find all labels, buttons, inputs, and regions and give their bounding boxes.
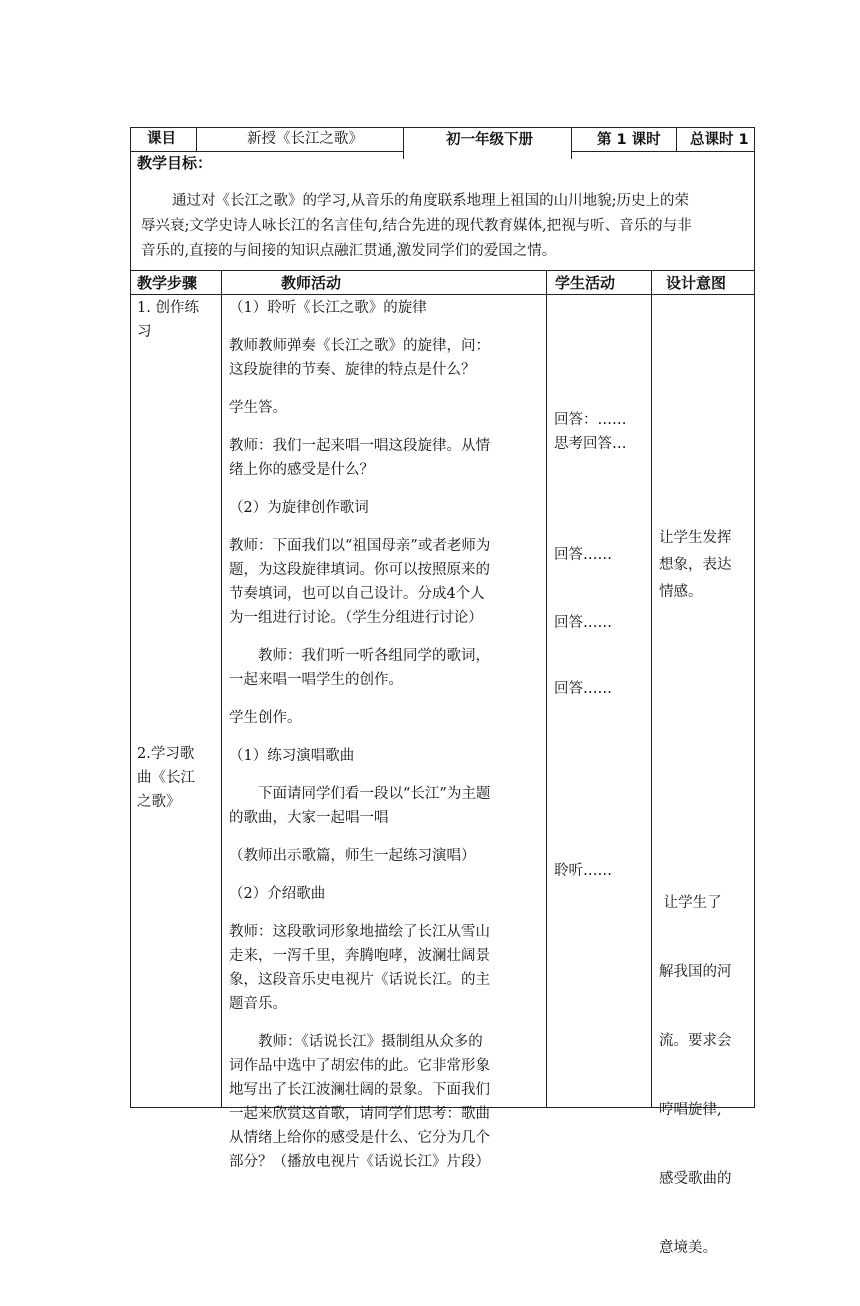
student-answer-1 (554, 408, 649, 456)
step-2-line: 2.学习歌 (137, 746, 195, 762)
lesson-label: 第 1 课时 (597, 132, 661, 148)
step-1-label (137, 296, 219, 344)
design-line: 哼唱旋律, (659, 1102, 722, 1118)
teacher-paragraph: 学生创作。 (229, 710, 302, 726)
design-line: 让学生发挥 (659, 530, 732, 546)
header-divider-4 (676, 127, 677, 151)
student-answer-4: 回答…… (554, 681, 612, 697)
column-header-student: 学生活动 (555, 274, 616, 292)
subject-label: 课目 (147, 131, 176, 147)
design-line: 意境美。 (659, 1240, 717, 1256)
step-2-line: 之歌》 (137, 794, 181, 810)
teacher-paragraph: 下面请同学们看一段以“长江”为主题 的歌曲，大家一起唱一唱 (229, 786, 491, 826)
header-divider-2 (403, 127, 404, 159)
subject-value: 新授《长江之歌》 (247, 131, 363, 147)
teacher-column-divider (546, 270, 547, 1108)
design-line: 情感。 (659, 584, 703, 600)
design-line: 让学生了 (659, 895, 722, 911)
design-line: 想象，表达 (659, 557, 732, 573)
design-intent-1 (659, 525, 752, 606)
objectives-title: 教学目标： (137, 154, 213, 172)
header-divider-3 (571, 127, 572, 159)
student-listen: 聆听…… (554, 863, 612, 879)
student-column-divider (651, 270, 652, 1108)
step-2-line: 曲《长江 (137, 770, 195, 786)
student-answer-line: 回答：…… (554, 412, 627, 428)
teacher-paragraph: 教师教师弹奏《长江之歌》的旋律，问： 这段旋律的节奏、旋律的特点是什么？ (229, 338, 490, 378)
teacher-paragraph: 教师：下面我们以“祖国母亲”或者老师为 题，为这段旋律填词。你可以按照原来的 节奏填词，也可以自己设计。分成4个人 为一组进行讨论。（学生分组进行讨论） (229, 538, 491, 626)
column-header-steps: 教学步骤 (137, 274, 198, 292)
teacher-paragraph: （1）练习演唱歌曲 (229, 748, 355, 764)
table-border-right (754, 127, 755, 1108)
grade-label: 初一年级下册 (446, 132, 533, 148)
steps-column-divider (221, 270, 222, 1108)
table-border-top (130, 127, 755, 128)
total-lessons-label: 总课时 1 (690, 132, 749, 148)
header-divider-1 (196, 127, 197, 151)
column-header-design: 设计意图 (666, 274, 727, 292)
step-1-line: 习 (137, 324, 152, 340)
step-1-line: 1. 创作练 (137, 300, 199, 316)
teacher-paragraph: 学生答。 (229, 400, 287, 416)
teacher-paragraph: （教师出示歌篇，师生一起练习演唱） (229, 848, 476, 864)
column-header-teacher: 教师活动 (281, 274, 342, 292)
objectives-line-3: 音乐的,直接的与间接的知识点融汇贯通,激发同学们的爱国之情。 (141, 243, 557, 259)
step-2-label (137, 742, 219, 814)
design-intent-2 (659, 846, 752, 1306)
teacher-paragraph: （2）介绍歌曲 (229, 886, 326, 902)
design-line: 感受歌曲的 (659, 1171, 732, 1187)
design-line: 流。要求会 (659, 1033, 732, 1049)
student-answer-3: 回答…… (554, 615, 612, 631)
student-answer-2: 回答…… (554, 547, 612, 563)
teacher-paragraph: 教师：《话说长江》摄制组从众多的 词作品中选中了胡宏伟的此。它非常形象 地写出了长江波澜壮阔的景象。下面我们 一起来欣赏这首歌，请同学们思考：歌曲 从情绪上给你的感受是什么、它分为几个 部分？（播放电视片《话说长江》片段） (229, 1034, 490, 1170)
objectives-bottom-rule (130, 270, 755, 271)
teacher-paragraph: 教师：这段歌词形象地描绘了长江从雪山 走来，一泻千里，奔腾咆哮，波澜壮阔景 象，这段音乐史电视片《话说长江。的主 题音乐。 (229, 924, 490, 1012)
teacher-activity (229, 296, 544, 1188)
objectives-line-2: 辱兴衰;文学史诗人咏长江的名言佳句,结合先进的现代教育媒体,把视与听、音乐的与非 (141, 218, 692, 234)
teacher-paragraph: 教师：我们一起来唱一唱这段旋律。从情 绪上你的感受是什么？ (229, 438, 490, 478)
table-border-left (130, 127, 131, 1108)
column-header-bottom-rule (130, 294, 755, 295)
teacher-paragraph: （1）聆听《长江之歌》的旋律 (229, 300, 427, 316)
design-line: 解我国的河 (659, 964, 732, 980)
objectives-line-1: 通过对《长江之歌》的学习,从音乐的角度联系地理上祖国的山川地貌;历史上的荣 (172, 193, 689, 209)
teacher-paragraph: （2）为旋律创作歌词 (229, 500, 369, 516)
teacher-paragraph: 教师：我们听一听各组同学的歌词， 一起来唱一唱学生的创作。 (229, 648, 490, 688)
student-answer-line: 思考回答… (554, 436, 627, 452)
